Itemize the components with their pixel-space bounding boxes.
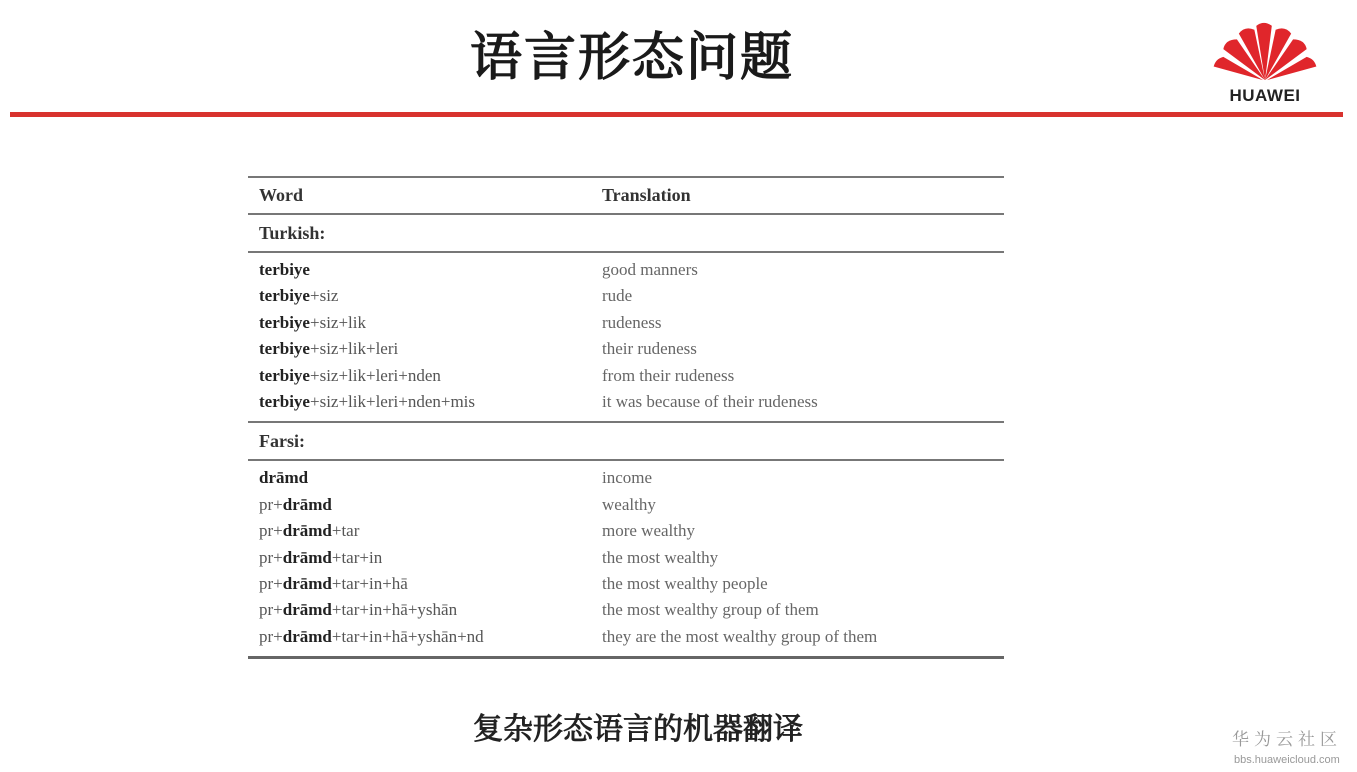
word-stem: drāmd — [259, 468, 309, 488]
section-label: Turkish: — [259, 223, 326, 243]
word-affix: pr+ — [259, 547, 283, 567]
word-stem: terbiye — [259, 339, 310, 359]
header-translation: Translation — [602, 185, 691, 205]
morphology-table — [248, 176, 1004, 659]
word-cell — [248, 310, 602, 336]
translation-cell: wealthy — [602, 494, 656, 514]
section-label: Farsi: — [259, 431, 305, 452]
table-row — [248, 363, 1004, 389]
translation-cell: good manners — [602, 260, 698, 279]
word-cell — [248, 597, 602, 623]
table-sections — [248, 215, 1004, 659]
word-affix: pr+ — [259, 626, 283, 646]
translation-cell: the most wealthy group of them — [602, 600, 819, 620]
table-row — [248, 492, 1004, 518]
header-word: Word — [259, 185, 304, 205]
word-stem: terbiye — [259, 391, 310, 411]
table-row — [248, 336, 1004, 362]
word-affix: +tar+in+hā — [331, 573, 408, 593]
word-stem: drāmd — [282, 494, 332, 514]
word-affix: pr+ — [259, 494, 283, 514]
table-row — [248, 257, 1004, 283]
word-affix: +siz+lik+leri — [309, 339, 399, 359]
word-cell — [248, 363, 602, 389]
word-affix: +tar+in — [331, 547, 383, 567]
word-affix: +siz+lik+leri+nden+mis — [309, 391, 476, 411]
table-row — [248, 571, 1004, 597]
translation-cell: rude — [602, 286, 633, 306]
word-stem: drāmd — [282, 573, 332, 593]
word-affix: pr+ — [259, 600, 283, 620]
table-header — [248, 178, 1004, 213]
table-row — [248, 518, 1004, 544]
word-cell — [248, 336, 602, 362]
word-affix: +siz+lik — [309, 312, 366, 332]
word-stem: drāmd — [282, 626, 332, 646]
watermark-name: 华为云社区 — [1232, 730, 1342, 750]
translation-cell: from their rudeness — [602, 365, 735, 385]
slide-title: 语言形态问题 — [469, 28, 795, 88]
word-cell — [248, 389, 602, 415]
translation-cell: more wealthy — [602, 521, 695, 541]
word-cell — [248, 257, 602, 283]
word-affix: +tar+in+hā+yshān+nd — [331, 626, 484, 646]
translation-cell: income — [602, 468, 653, 488]
table-row — [248, 597, 1004, 623]
word-cell — [248, 624, 602, 650]
word-affix: +tar — [331, 521, 360, 541]
word-stem: drāmd — [282, 600, 332, 620]
section-body — [248, 253, 1004, 421]
word-affix: +tar+in+hā+yshān — [331, 600, 458, 620]
table-row — [248, 389, 1004, 415]
word-stem: drāmd — [282, 547, 332, 567]
word-stem: drāmd — [282, 521, 332, 541]
logo-text: HUAWEI — [1229, 86, 1301, 105]
word-affix: pr+ — [259, 521, 283, 541]
word-stem: terbiye — [259, 365, 310, 385]
watermark-url: bbs.huaweicloud.com — [1234, 754, 1340, 766]
word-cell — [248, 518, 602, 544]
translation-cell: the most wealthy — [602, 547, 719, 567]
word-affix: +siz — [309, 286, 339, 306]
table-rule — [248, 656, 1004, 659]
word-cell — [248, 283, 602, 309]
table-row — [248, 283, 1004, 309]
word-stem: terbiye — [259, 312, 310, 332]
word-affix: pr+ — [259, 573, 283, 593]
translation-cell: the most wealthy people — [602, 573, 768, 593]
word-cell — [248, 492, 602, 518]
table-row — [248, 310, 1004, 336]
slide-subtitle: 复杂形态语言的机器翻译 — [473, 712, 803, 747]
translation-cell: they are the most wealthy group of them — [602, 626, 878, 646]
translation-cell: their rudeness — [602, 339, 697, 359]
title-divider — [10, 112, 1343, 117]
word-stem: terbiye — [259, 286, 310, 306]
table-row — [248, 465, 1004, 491]
huawei-logo-icon — [1206, 20, 1324, 82]
translation-cell: it was because of their rudeness — [602, 391, 818, 411]
table-row — [248, 624, 1004, 650]
translation-cell: rudeness — [602, 312, 662, 332]
section-body — [248, 461, 1004, 656]
word-cell — [248, 545, 602, 571]
word-stem: terbiye — [259, 260, 310, 279]
word-cell — [248, 571, 602, 597]
table-row — [248, 545, 1004, 571]
word-affix: +siz+lik+leri+nden — [309, 365, 441, 385]
word-cell — [248, 465, 602, 491]
